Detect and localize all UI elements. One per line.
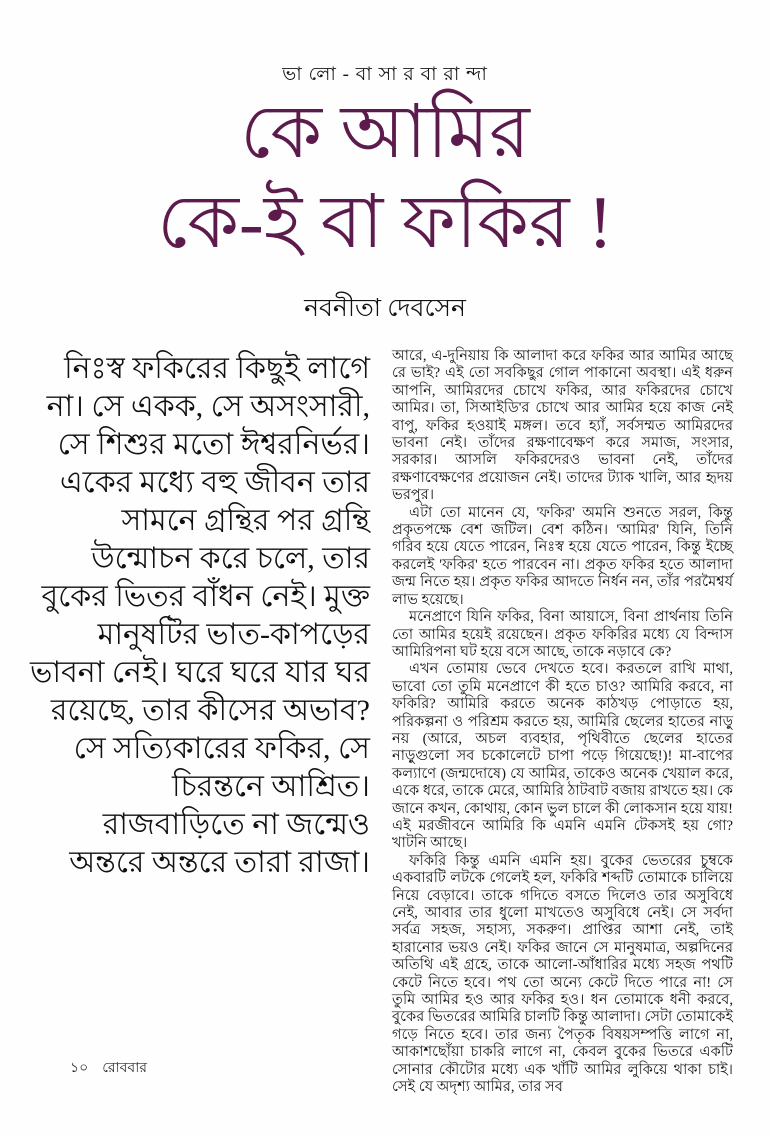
- page-footer: [70, 1056, 147, 1080]
- article-title-line2: কে-ই বা ফকির !: [157, 182, 613, 264]
- lede-pullquote: নিঃস্ব ফকিরের কিছুই লাগে না। সে একক, সে অসংসারী, সে শিশুর মতো ঈশ্বরনির্ভর। একের মধ্যে বহু জীবন তার সামনে গ্রন্থির পর গ্রন্থি উন্মোচন করে চলে, তার বুকের ভিতর বাঁধন নেই। মুক্ত মানুষটির ভাত-কাপড়ের ভাবনা নেই। ঘরে ঘরে যার ঘর রয়েছে, তার কীসের অভাব? সে সত্যিকারের ফকির, সে চিরন্তনে আশ্রিত। রাজবাড়িতে না জন্মেও অন্তরে অন্তরে তারা রাজা।: [30, 352, 370, 879]
- article-title-line1: কে আমির: [240, 92, 530, 174]
- article-paragraph-3: মনেপ্রাণে যিনি ফকির, বিনা আয়াসে, বিনা প্রার্থনায় তিনি তো আমির হয়েই রয়েছেন। প্রকৃত ফকিরির মধ্যে যে বিন্দাস আমিরিপনা ঘট হয়ে বসে আছে, তাকে নড়াবে কে?: [392, 609, 733, 660]
- page-number: ১০: [70, 1061, 89, 1076]
- article-paragraph-2: এটা তো মানেন যে, 'ফকির' অমনি শুনতে সরল, কিন্তু প্রকৃতপক্ষে বেশ জটিল। বেশ কঠিন। 'আমির' যিনি, তিনি গরিব হয়ে যেতে পারেন, নিঃস্ব হয়ে যেতে পারেন, কিন্তু ইচ্ছে করলেই 'ফকির' হতে পারবেন না। প্রকৃত ফকির হতে আলাদা জন্ম নিতে হয়। প্রকৃত ফকির আদতে নির্ধন নন, তাঁর পরমৈশ্বর্য লাভ হয়েছে।: [392, 504, 733, 608]
- author-byline: নবনীতা দেবসেন: [304, 295, 466, 322]
- article-title: [0, 88, 770, 268]
- article-paragraph-5: ফকিরি কিন্তু এমনি এমনি হয়। বুকের ভেতরের চুম্বকে একবারটি লটকে গেলেই হল, ফকিরি শব্দটি তোমাকে চালিয়ে নিয়ে বেড়াবে। তাকে গদিতে বসতে দিলেও তার অসুবিধে নেই, আবার তার ধুলো মাখতেও অসুবিধে নেই। সে সর্বদা সর্বত্র সহজ, সহাস্য, সকরুণ। প্রাপ্তির আশা নেই, তাই হারানোর ভয়ও নেই। ফকির জানে সে মানুষমাত্র, অল্পদিনের অতিথি এই গ্রহে, তাকে আলো-আঁধারির মধ্যে সহজ পথটি কেটে নিতে হবে। পথ তো অন্যে কেটে দিতে পারে না! সে তুমি আমির হও আর ফকির হও। ধন তোমাকে ধনী করবে, বুকের ভিতরের আমিরি চালটি কিন্তু আলাদা। সেটা তোমাকেই গড়ে নিতে হবে। তার জন্য পৈতৃক বিষয়সম্পত্তি লাগে না, আকাশছোঁয়া চাকরি লাগে না, কেবল বুকের ভিতরে একটি সোনার কৌটোর মধ্যে এক খাঁটি আমির লুকিয়ে থাকা চাই। সেই যে অদৃশ্য আমির, তার সব: [392, 852, 733, 1096]
- article-paragraph-1: আরে, এ-দুনিয়ায় কি আলাদা করে ফকির আর আমির আছে রে ভাই? এই তো সবকিছুর গোল পাকানো অবস্থা। এই ধরুন আপনি, আমিরদের চোখে ফকির, আর ফকিরদের চোখে আমির। তা, সিআইডি'র চোখে আর আমির হয়ে কাজ নেই বাপু, ফকির হওয়াই মঙ্গল। তবে হ্যাঁ, সর্বসম্মত আমিরদের ভাবনা নেই। তাঁদের রক্ষণাবেক্ষণ করে সমাজ, সংসার, সরকার। আসলি ফকিরদেরও ভাবনা নেই, তাঁদের রক্ষণাবেক্ষণের প্রয়োজন নেই। তাদের ট্যাক খালি, আর হৃদয় ভরপুর।: [392, 348, 733, 504]
- publication-name: রোববার: [102, 1061, 147, 1076]
- article-body: [392, 348, 733, 1096]
- section-kicker: ভা লো - বা সা র বা রা ন্দা: [282, 64, 488, 85]
- article-paragraph-4: এখন তোমায় ভেবে দেখতে হবে। করতলে রাখি মাথা, ভাবো তো তুমি মনেপ্রাণে কী হতে চাও? আমিরি করবে, না ফকিরি? আমিরি করতে অনেক কাঠখড় পোড়াতে হয়, পরিকল্পনা ও পরিশ্রম করতে হয়, আমিরি ছেলের হাতের নাড়ু নয় (আরে, অচল ব্যবহার, পৃথিবীতে ছেলের হাতের নাড়ুগুলো সব চকোলেটে চাপা পড়ে গিয়েছে!)! মা-বাপের কল্যাণে (জন্মদোষে) যে আমির, তাকেও অনেক খেয়াল করে, একে ধরে, তাকে মেরে, আমিরি ঠাটবাট বজায় রাখতে হয়। কে জানে কখন, কোথায়, কোন ভুল চালে কী লোকসান হয়ে যায়! এই মরজীবনে আমিরি কি এমনি এমনি টেকসই হয় গো? খাটনি আছে।: [392, 661, 733, 852]
